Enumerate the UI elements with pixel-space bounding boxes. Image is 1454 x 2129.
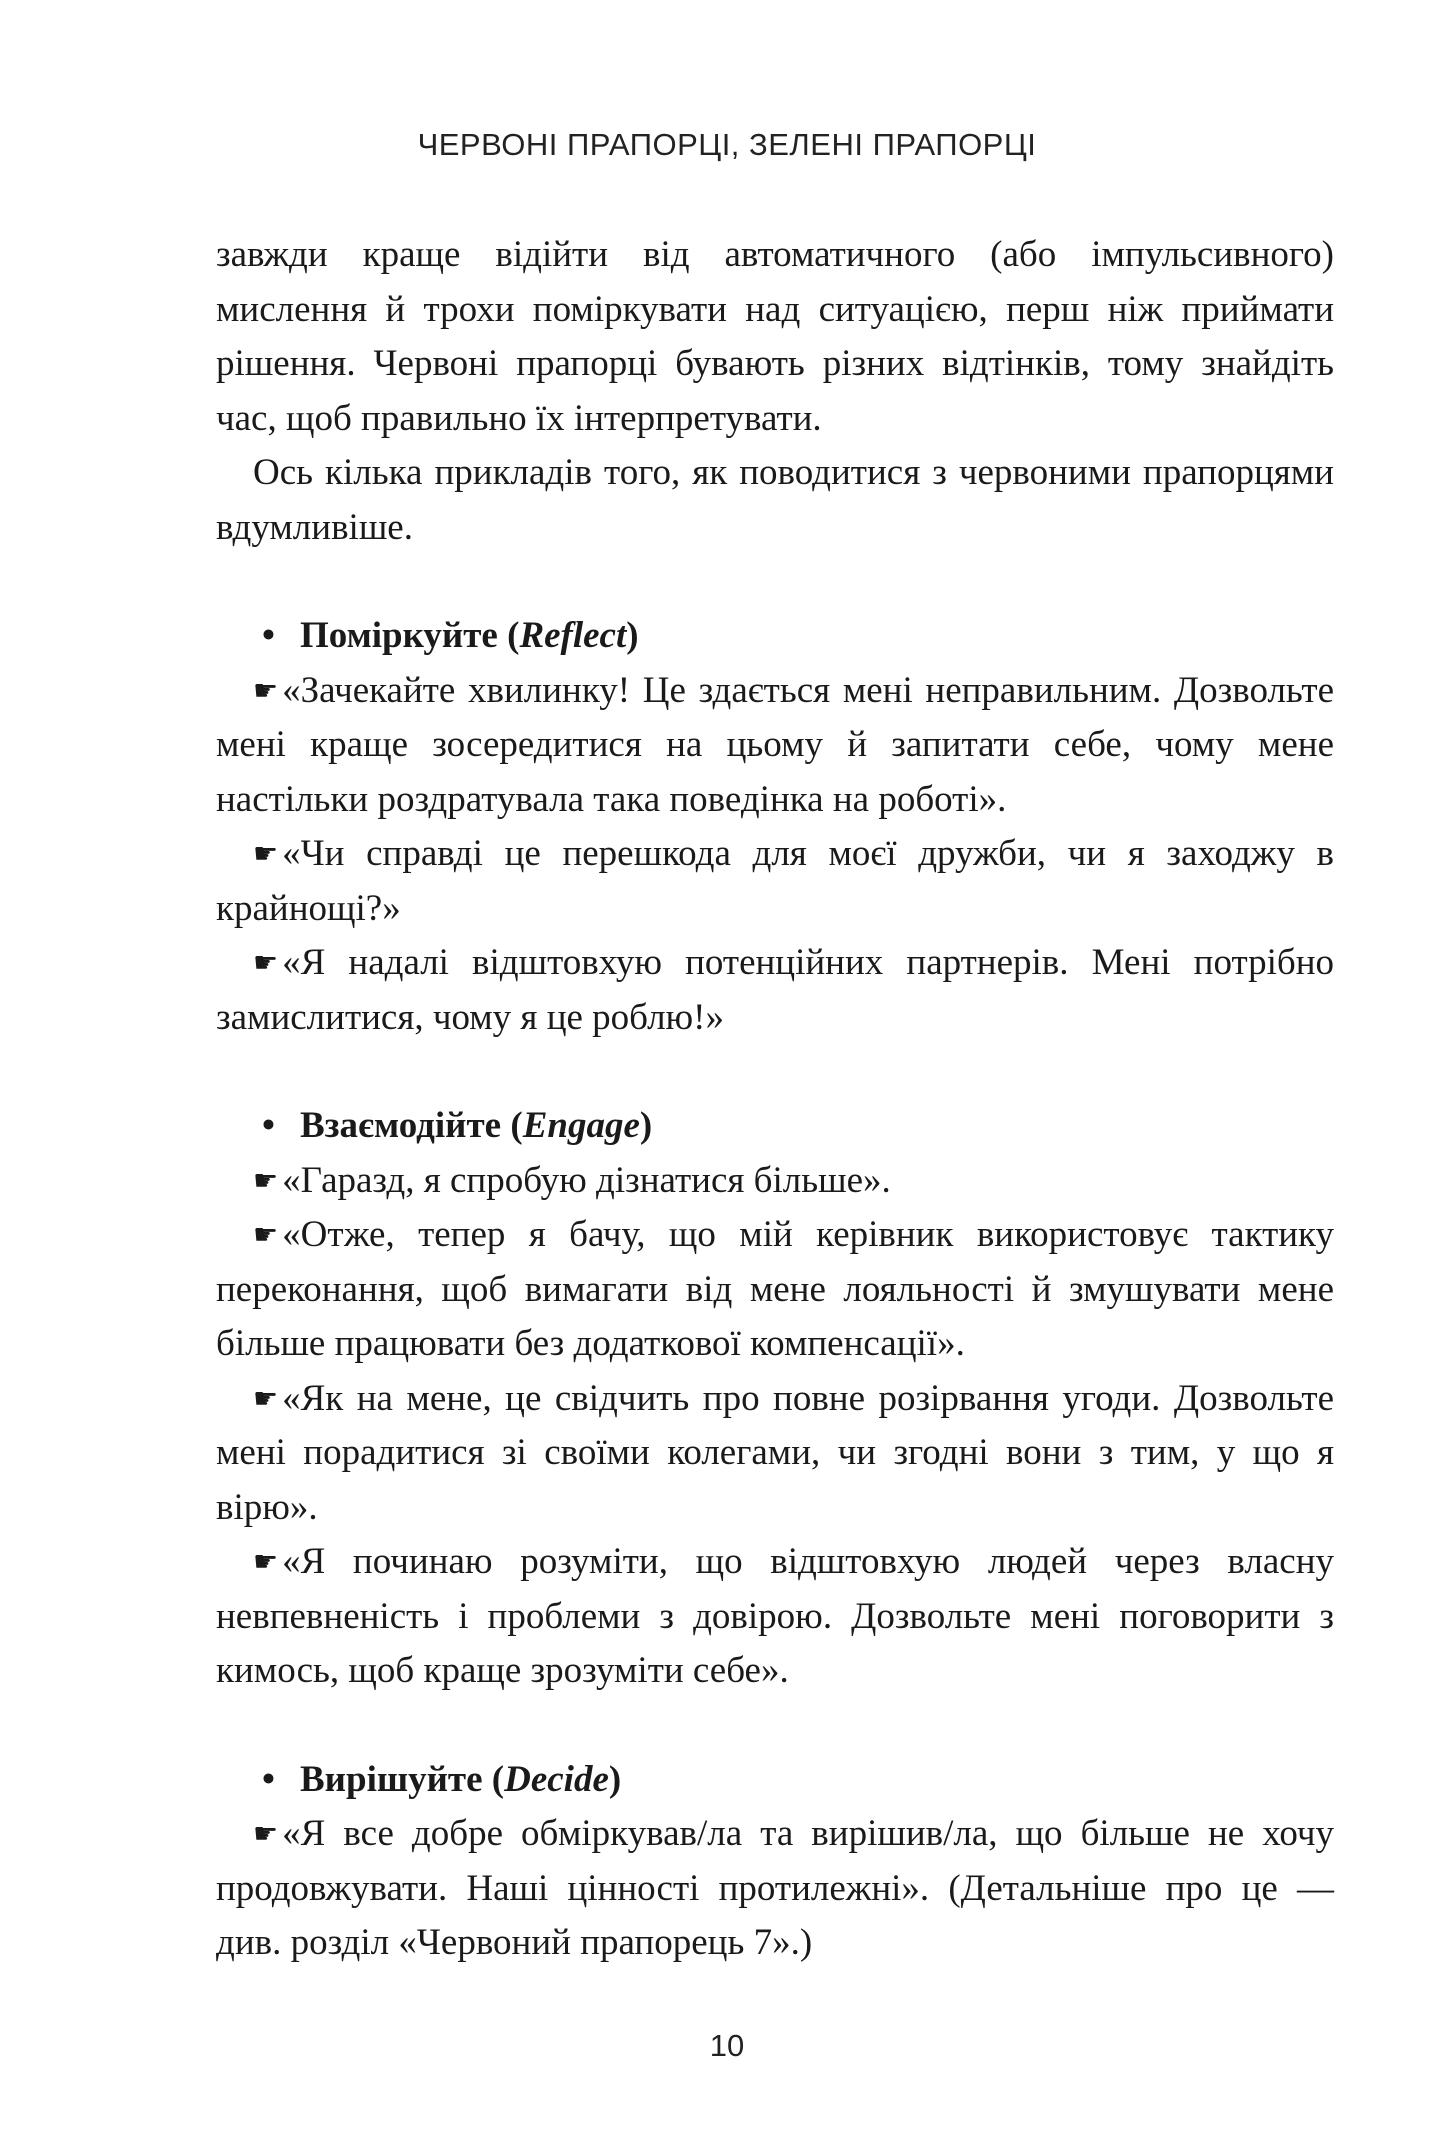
page-number: 10 — [709, 2028, 745, 2063]
section-reflect — [216, 609, 1334, 1045]
bullet-icon: • — [262, 615, 275, 656]
section-heading — [216, 1753, 1334, 1808]
quote-text: «Я надалі відштовхую потенційних партнерів. Мені потрібно замислитися, чому я це роблю!» — [216, 942, 1334, 1038]
section-title-uk: Вирішуйте — [300, 1758, 483, 1800]
quote-text: «Як на мене, це свідчить про повне розірвання угоди. Дозвольте мені порадитися зі своїми колегами, чи згодні вони з тим, у що я вірю». — [216, 1377, 1334, 1528]
section-title-en: Reflect — [519, 615, 627, 656]
body-text — [216, 228, 1334, 1971]
section-heading — [216, 1099, 1334, 1154]
pointing-hand-icon: ☛ — [253, 1163, 279, 1197]
pointing-hand-icon: ☛ — [253, 946, 279, 979]
quote-text: «Отже, тепер я бачу, що мій керівник використовує тактику переконання, щоб вимагати від мене лояльності й змушувати мене більше працювати без додаткової компенсації». — [216, 1214, 1334, 1364]
quote-text: «Чи справді це перешкода для моєї дружби, чи я заходжу в крайнощі?» — [216, 833, 1334, 929]
pointing-hand-icon: ☛ — [253, 1381, 279, 1415]
pointing-hand-icon: ☛ — [253, 1817, 279, 1850]
intro-paragraph-1: завжди краще відійти від автоматичного (або імпульсивного) мислення й трохи поміркувати над ситуацією, перш ніж приймати рішення. Червоні прапорці бувають різних відтінків, тому знайдіть час, щоб правильно їх інтерпретувати. — [216, 234, 1334, 439]
pointing-hand-icon: ☛ — [253, 673, 279, 707]
running-head: ЧЕРВОНІ ПРАПОРЦІ, ЗЕЛЕНІ ПРАПОРЦІ — [417, 127, 1037, 162]
section-heading — [216, 609, 1334, 664]
section-title-uk: Поміркуйте — [300, 615, 498, 656]
bullet-icon: • — [262, 1758, 275, 1800]
quote-item — [216, 1535, 1334, 1699]
section-title-en: Engage — [522, 1105, 640, 1146]
intro-paragraph-2: Ось кілька прикладів того, як поводитися з червоними прапорцями вдумливіше. — [216, 452, 1334, 548]
quote-text: «Зачекайте хвилинку! Це здається мені неправильним. Дозвольте мені краще зосередитися на цьому й запитати себе, чому мене настільки роздратувала така поведінка на роботі». — [216, 669, 1334, 820]
quote-item — [216, 1154, 1334, 1209]
quote-item — [216, 1208, 1334, 1372]
pointing-hand-icon: ☛ — [253, 837, 279, 870]
quote-text: «Я все добре обміркував/ла та вирішив/ла, що більше не хочу продовжувати. Наші цінності протилежні». (Детальніше про це — див. розділ «Червоний прапорець 7».) — [216, 1813, 1334, 1963]
quote-text: «Я починаю розуміти, що відштовхую людей через власну невпевненість і проблеми з довірою. Дозвольте мені поговорити з кимось, щоб краще зрозуміти себе». — [216, 1541, 1334, 1691]
bullet-icon: • — [262, 1105, 275, 1146]
quote-item — [216, 827, 1334, 936]
section-title-uk: Взаємодійте — [300, 1105, 502, 1146]
quote-text: «Гаразд, я спробую дізнатися більше». — [282, 1159, 891, 1201]
quote-item — [216, 1372, 1334, 1536]
section-engage — [216, 1099, 1334, 1699]
pointing-hand-icon: ☛ — [253, 1218, 279, 1251]
pointing-hand-icon: ☛ — [253, 1545, 279, 1578]
quote-item — [216, 1807, 1334, 1971]
section-title-en: Decide — [504, 1758, 609, 1800]
section-title: Поміркуйте (Reflect) — [300, 615, 639, 656]
section-decide — [216, 1753, 1334, 1971]
section-title: Вирішуйте (Decide) — [300, 1758, 622, 1800]
quote-item — [216, 936, 1334, 1045]
quote-item — [216, 664, 1334, 828]
section-title: Взаємодійте (Engage) — [300, 1105, 653, 1146]
